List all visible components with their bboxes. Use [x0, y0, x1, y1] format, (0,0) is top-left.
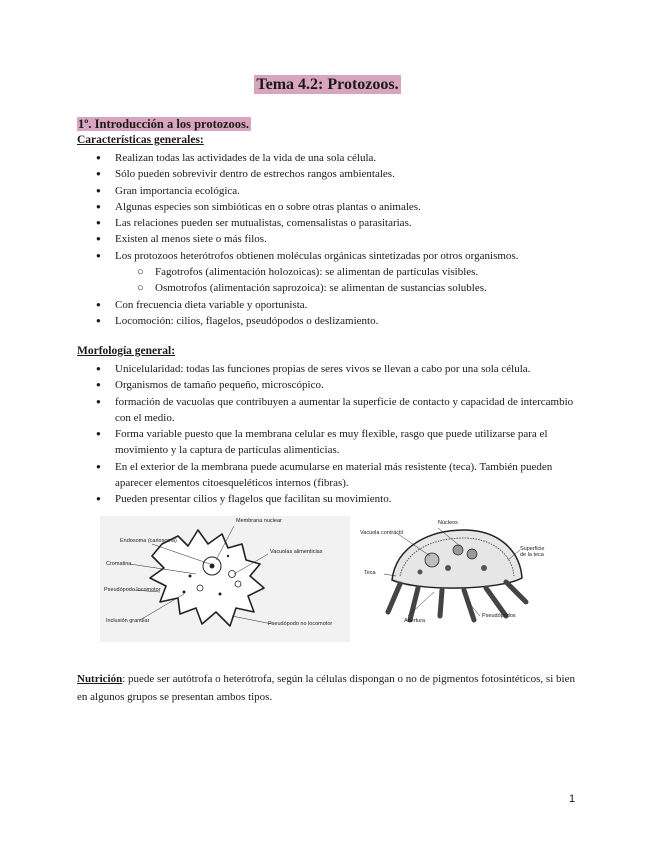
page-number: 1 — [569, 793, 576, 805]
list-item: ● Existen al menos siete o más filos. — [77, 231, 582, 247]
label-nucleos: Núcleos — [438, 520, 458, 526]
sublist-item: ○ Osmotrofos (alimentación saprozoica): se alimentan de sustancias solubles. — [115, 280, 582, 296]
page-title-text: Tema 4.2: Protozoos. — [256, 76, 399, 93]
subheading-morfologia: Morfología general: — [77, 345, 176, 357]
list-item: ● formación de vacuolas que contribuyen a aumentar la superficie de contacto y capacidad de intercambio con el medio. — [77, 394, 582, 427]
label-superficie-teca: Superficie de la teca — [520, 546, 545, 558]
section-heading-introduccion — [77, 117, 251, 132]
sublist-item: ○ Fagotrofos (alimentación holozoicas): se alimentan de partículas visibles. — [115, 264, 582, 280]
list-item: ● Realizan todas las actividades de la vida de una sola célula. — [77, 150, 582, 166]
nutricion-text: : puede ser autótrofa o heterótrofa, según la células dispongan o no de pigmentos fotosintéticos, si bien en algunos grupos se presentan ambos tipos. — [77, 673, 575, 703]
nutricion-label: Nutrición — [77, 673, 123, 685]
list-item: ● Forma variable puesto que la membrana celular es muy flexible, rasgo que puede utilizarse para el movimiento y la captura de partículas alimenticias. — [77, 426, 582, 459]
amoeba-figure — [100, 516, 350, 642]
label-pseudopodos: Pseudópodos — [482, 613, 516, 619]
testate-amoeba-figure — [360, 516, 550, 626]
caracteristicas-list — [77, 150, 582, 329]
list-item-text: Los protozoos heterótrofos obtienen moléculas orgánicas sintetizadas por otros organismos. — [115, 249, 519, 262]
list-item: ● Las relaciones pueden ser mutualistas, comensalistas o parasitarias. — [77, 215, 582, 231]
list-item: ● Con frecuencia dieta variable y oportunista. — [77, 297, 582, 313]
list-item: ● Organismos de tamaño pequeño, microscópico. — [77, 377, 582, 393]
nutricion-paragraph — [77, 670, 582, 706]
label-pseudopodo-locomotor: Pseudópodo locomotor — [104, 587, 161, 593]
label-vacuolas-alimenticias: Vacuolas alimenticias — [270, 549, 323, 555]
list-item: ● Locomoción: cilios, flagelos, pseudópodos o deslizamiento. — [77, 313, 582, 329]
label-vacuola-contractil: Vacuola contráctil — [360, 530, 404, 536]
label-teca: Teca — [364, 570, 376, 576]
section-heading-text: 1º. Introducción a los protozoos. — [78, 117, 250, 131]
list-item: ● Sólo pueden sobrevivir dentro de estrechos rangos ambientales. — [77, 166, 582, 182]
label-abertura: Abertura — [404, 618, 426, 624]
label-inclusion-granular: Inclusión granular — [106, 618, 150, 624]
label-pseudopodo-no-locomotor: Pseudópodo no locomotor — [268, 621, 333, 627]
list-item-heterotrofos — [77, 248, 582, 297]
label-cromatina: Cromatina — [106, 561, 132, 567]
list-item: ● En el exterior de la membrana puede acumularse en material más resistente (teca). También pueden aparecer elementos citoesqueléticos internos (fibras). — [77, 459, 582, 492]
list-item: ● Algunas especies son simbióticas en o sobre otras plantas o animales. — [77, 199, 582, 215]
label-membrana-nuclear: Membrana nuclear — [236, 518, 282, 524]
list-item: ● Gran importancia ecológica. — [77, 183, 582, 199]
list-item: ● Unicelularidad: todas las funciones propias de seres vivos se llevan a cabo por una sola célula. — [77, 361, 582, 377]
sublist-alimentacion — [115, 264, 582, 297]
list-item: ● Pueden presentar cilios y flagelos que facilitan su movimiento. — [77, 491, 582, 507]
page-title — [0, 76, 655, 94]
label-endosoma: Endosoma (cariosoma) — [120, 538, 177, 544]
morfologia-list — [77, 361, 582, 508]
subheading-caracteristicas: Características generales: — [77, 134, 204, 146]
